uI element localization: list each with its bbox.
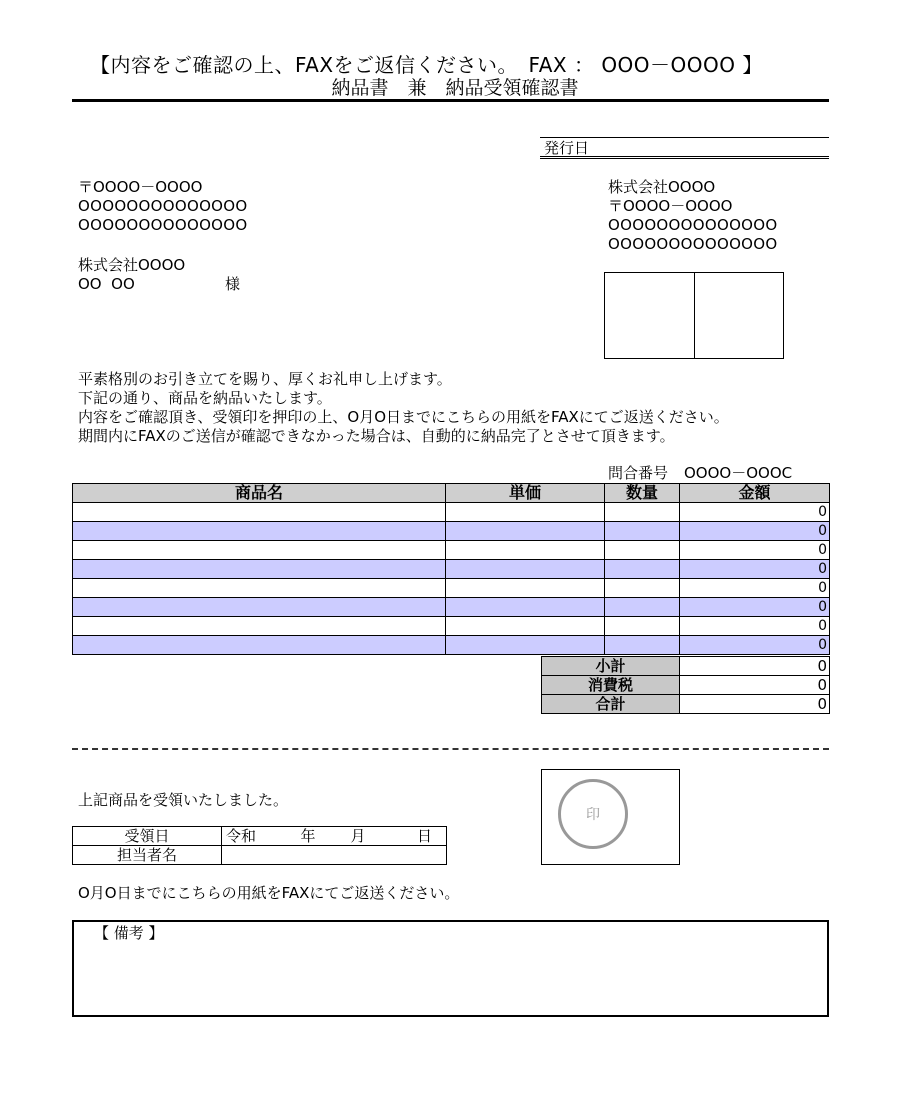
recipient-person: OO OO <box>78 275 135 293</box>
cell-unit-price[interactable] <box>446 579 605 598</box>
cell-product[interactable] <box>73 541 446 560</box>
tax-value: 0 <box>680 676 830 695</box>
total-label: 合計 <box>542 695 680 714</box>
table-row <box>73 598 830 617</box>
return-note: O月O日までにこちらの用紙をFAXにてご返送ください。 <box>78 884 460 902</box>
cell-unit-price[interactable] <box>446 503 605 522</box>
receipt-statement: 上記商品を受領いたしました。 <box>78 791 289 809</box>
receipt-person-field[interactable] <box>222 846 447 865</box>
cell-amount: 0 <box>680 522 830 541</box>
receipt-table <box>72 826 447 865</box>
cell-unit-price[interactable] <box>446 617 605 636</box>
message-line-1: 平素格別のお引き立てを賜り、厚くお礼申し上げます。 <box>78 370 452 388</box>
cell-quantity[interactable] <box>605 617 680 636</box>
cell-amount: 0 <box>680 560 830 579</box>
table-row <box>73 579 830 598</box>
seal-mark-icon <box>558 779 628 849</box>
inquiry-number-value: OOOO－OOOC <box>684 464 793 482</box>
recipient-honorific: 様 <box>225 275 241 293</box>
subtotal-value: 0 <box>680 657 830 676</box>
table-row <box>73 617 830 636</box>
recipient-address-2: OOOOOOOOOOOOOO <box>78 216 248 234</box>
table-row <box>73 503 830 522</box>
subtotal-label: 小計 <box>542 657 680 676</box>
recipient-company: 株式会社OOOO <box>78 256 186 274</box>
receipt-person-label: 担当者名 <box>73 846 222 865</box>
col-header-quantity: 数量 <box>605 484 680 503</box>
cell-quantity[interactable] <box>605 560 680 579</box>
cell-product[interactable] <box>73 579 446 598</box>
col-header-unit-price: 単価 <box>446 484 605 503</box>
cell-unit-price[interactable] <box>446 598 605 617</box>
col-header-amount: 金額 <box>680 484 830 503</box>
col-header-product: 商品名 <box>73 484 446 503</box>
fax-instruction: 【内容をご確認の上、FAXをご返信ください。 FAX ： OOO－OOOO 】 <box>90 53 763 77</box>
cell-product[interactable] <box>73 617 446 636</box>
cell-amount: 0 <box>680 503 830 522</box>
cell-unit-price[interactable] <box>446 560 605 579</box>
cell-amount: 0 <box>680 617 830 636</box>
table-row <box>73 522 830 541</box>
cell-product[interactable] <box>73 598 446 617</box>
sender-company: 株式会社OOOO <box>608 178 716 196</box>
cell-quantity[interactable] <box>605 636 680 655</box>
recipient-postal: 〒OOOO－OOOO <box>78 178 203 196</box>
stamp-cell-left <box>605 273 694 358</box>
receipt-date-row <box>73 827 447 846</box>
issue-date-field[interactable] <box>540 156 829 159</box>
total-value: 0 <box>680 695 830 714</box>
cell-quantity[interactable] <box>605 598 680 617</box>
receipt-day-label[interactable]: 日 <box>370 827 447 846</box>
tax-row <box>542 676 830 695</box>
receipt-year-label[interactable]: 年 <box>270 827 320 846</box>
sender-address-2: OOOOOOOOOOOOOO <box>608 235 778 253</box>
remarks-box[interactable] <box>72 920 829 1017</box>
sender-address-1: OOOOOOOOOOOOOO <box>608 216 778 234</box>
cell-product[interactable] <box>73 636 446 655</box>
cell-product[interactable] <box>73 560 446 579</box>
issue-date-top-border <box>540 137 829 138</box>
items-table <box>72 483 830 655</box>
message-line-3: 内容をご確認頂き、受領印を押印の上、O月O日までにこちらの用紙をFAXにてご返送ください。 <box>78 408 729 426</box>
seal-label: 印 <box>586 807 600 823</box>
remarks-label: 【 備考 】 <box>94 924 164 942</box>
cell-product[interactable] <box>73 503 446 522</box>
cell-quantity[interactable] <box>605 503 680 522</box>
table-row <box>73 541 830 560</box>
cell-quantity[interactable] <box>605 522 680 541</box>
stamp-cell-right <box>694 273 784 358</box>
cut-line <box>72 748 829 750</box>
table-row <box>73 636 830 655</box>
totals-table <box>541 656 830 714</box>
recipient-address-1: OOOOOOOOOOOOOO <box>78 197 248 215</box>
company-stamp-box <box>604 272 784 359</box>
receipt-era: 令和 <box>222 827 270 846</box>
inquiry-number-label: 問合番号 <box>608 464 669 482</box>
cell-unit-price[interactable] <box>446 522 605 541</box>
table-row <box>73 560 830 579</box>
cell-quantity[interactable] <box>605 541 680 560</box>
header-divider <box>72 99 829 102</box>
cell-amount: 0 <box>680 541 830 560</box>
seal-box[interactable] <box>541 769 680 865</box>
sender-postal: 〒OOOO－OOOO <box>608 197 733 215</box>
subtotal-row <box>542 657 830 676</box>
cell-amount: 0 <box>680 598 830 617</box>
receipt-person-row <box>73 846 447 865</box>
cell-amount: 0 <box>680 636 830 655</box>
cell-unit-price[interactable] <box>446 636 605 655</box>
receipt-month-label[interactable]: 月 <box>320 827 370 846</box>
cell-unit-price[interactable] <box>446 541 605 560</box>
items-header-row <box>73 484 830 503</box>
message-line-4: 期間内にFAXのご送信が確認できなかった場合は、自動的に納品完了とさせて頂きます。 <box>78 427 675 445</box>
cell-product[interactable] <box>73 522 446 541</box>
tax-label: 消費税 <box>542 676 680 695</box>
total-row <box>542 695 830 714</box>
receipt-date-label: 受領日 <box>73 827 222 846</box>
cell-amount: 0 <box>680 579 830 598</box>
issue-date-label: 発行日 <box>544 139 590 157</box>
document-title: 納品書 兼 納品受領確認書 <box>331 77 579 99</box>
message-line-2: 下記の通り、商品を納品いたします。 <box>78 389 332 407</box>
cell-quantity[interactable] <box>605 579 680 598</box>
